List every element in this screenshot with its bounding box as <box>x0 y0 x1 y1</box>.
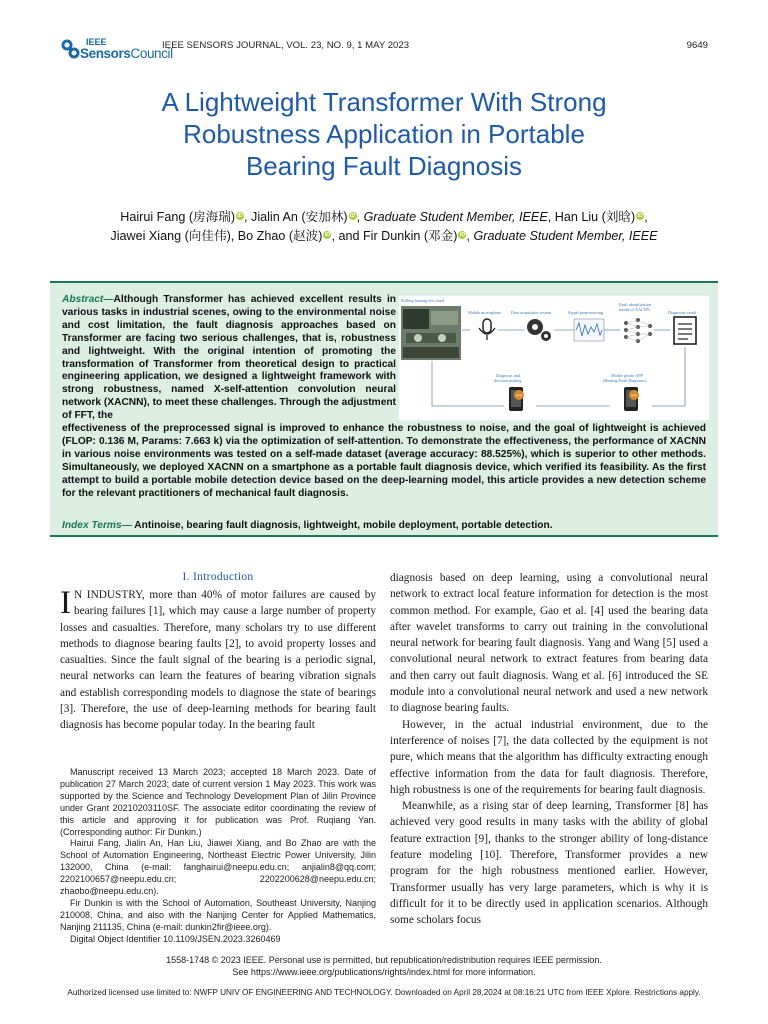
abstract-text-lower: effectiveness of the preprocessed signal is improved to enhance the robustness to noise, and the goal of lightweight is achieved (FLOP: 0.136 M, Params: 7.663 k) via the optimization of self-attention. To demonstrate the effectiveness, the performance of XACNN in various noise environments was tested on a self-made dataset (average accuracy: 88.525%), which is superior to other methods. Simultaneously, we deployed XACNN on a smartphone as a portable fault diagnosis device, which verified its feasibility. As the first attempt to build a portable mobile detection device based on the deep-learning model, this article provides a new detection scheme for the relevant practitioners of mechanical fault diagnosis. <box>62 423 706 499</box>
svg-text:APP: APP <box>631 393 638 398</box>
running-head: IEEE SENSORS JOURNAL, VOL. 23, NO. 9, 1 MAY 2023 <box>162 40 410 51</box>
paragraph: diagnosis based on deep learning, using a convolutional neural network to extract local feature information for detection is the most common method. For example, Gao et al. [4] used the bearing data after wavelet transforms to carry out training in the convolutional neural network for bearing fault diagnosis. Yang and Wang [5] used a convolutional neural network to extract features from bearing data and then carry out fault diagnosis. Wang et al. [6] introduced the SE module into a convolutional neural network and used a new network to diagnose bearing faults. <box>390 572 708 715</box>
smartphone-icon <box>624 387 639 411</box>
figure-label-daq: Data acquisition system <box>511 310 552 315</box>
author-name: Han Liu (刘晗) <box>554 210 636 224</box>
body-text-right-column <box>390 570 708 929</box>
body-text-left-column: I N INDUSTRY, more than 40% of motor failures are caused by bearing failures [1], which may cause a large number of property losses and casualties. Therefore, many scholars try to use different methods to diagnose bearing faults [2], to avoid property losses and casualties. Since the fault signal of the bearing is a periodic signal, neural networks can learn the features of bearing vibration signals and establish corresponding models to diagnose the state of bearings [3]. Therefore, the use of deep-learning methods for bearing fault diagnosis has become popular today. In the bearing fault <box>60 585 376 732</box>
figure-label-app: Mobile phone APP (Bearing Fault Diagnosis) <box>603 373 647 383</box>
author-list: Hairui Fang (房海瑞) iD, Jialin An (安加林) iD, Graduate Student Member, IEEE, Han Liu (刘晗) iD, Jiawei Xiang (向佳伟), Bo Zhao (赵波) iD, and Fir Dunkin (邓金) iD, Graduate Student Member, IEEE <box>110 210 658 243</box>
figure-label-signal-preprocessing: Signal preprocessing <box>568 310 604 315</box>
author-name: Hairui Fang (房海瑞) <box>120 210 236 224</box>
footnote-doi[interactable]: Digital Object Identifier 10.1109/JSEN.2023.3260469 <box>70 933 281 944</box>
author-name: Jiawei Xiang (向佳伟) <box>110 229 231 243</box>
title-line-3: Bearing Fault Diagnosis <box>245 151 523 181</box>
footnote-affiliation-2: Fir Dunkin is with the School of Automation, Southeast University, Nanjing 210008, China, and also with the Nanjing Center for Applied Mathematics, Nanjing 211135, China (e-mail: dunkin2fir@ieee.org). <box>60 897 376 932</box>
orcid-icon[interactable]: iD <box>637 213 643 219</box>
paragraph: However, in the actual industrial environment, due to the interference of noises [7], the data collected by the equipment is not pure, which means that the algorithm has difficulty extracting enough effective information from the data for fault diagnosis. Therefore, high robustness is one of the requirements for bearing fault diagnosis. <box>390 718 708 796</box>
paper-title <box>60 86 708 182</box>
author-name: Jialin An (安加林) <box>251 210 348 224</box>
page-number: 9649 <box>686 40 708 51</box>
figure-label-test-rig: Rolling bearing test stand <box>401 298 444 303</box>
abstract-text-upper: Abstract—Although Transformer has achieved excellent results in various tasks in industrial scenes, owing to the environmental noise and cost limitation, the fault diagnosis approaches based on Transformer are facing two serious challenges, that is, robustness and lightweight. With the original intention of promoting the transformation of Transformer from theoretical design to practical engineering application, we designed a lightweight framework with strong robustness, named X-self-attention convolution neural network (XACNN), to meet these challenges. Through the adjustment of FFT, the <box>62 294 396 422</box>
orcid-icon[interactable]: iD <box>237 213 243 219</box>
orcid-icon[interactable]: iD <box>459 232 466 238</box>
author-name: Bo Zhao (赵波) <box>237 229 323 243</box>
graphical-abstract-figure <box>398 295 710 421</box>
abstract-label: Abstract— <box>62 294 114 305</box>
sensors-council-logo-icon <box>60 38 82 62</box>
ieee-sensors-council-logo <box>60 36 173 66</box>
footnote-manuscript: Manuscript received 13 March 2023; accepted 18 March 2023. Date of publication 27 March 2023; date of current version 1 May 2023. This work was supported by the Science and Technology Development Plan of Jilin Province under Grant 20210203110SF. The associate editor coordinating the review of this article and approving it for publication was Prof. Ruqiang Yan. (Corresponding author: Fir Dunkin.) <box>60 767 376 837</box>
index-terms-label: Index Terms— <box>62 520 132 531</box>
figure-label-decision: Diagnosis and decision making <box>494 373 522 383</box>
footnote-affiliation-1: Hairui Fang, Jialin An, Han Liu, Jiawei Xiang, and Bo Zhao are with the School of Automation Engineering, Northeast Electric Power University, Jilin 132000, China (e-mail: fanghairui@neepu.edu.cn; anjialin8@qq.com; 2202100657@neepu.edu.cn; 2202200628@neepu.edu.cn; zhaobo@neepu.edu.cn). <box>60 838 376 897</box>
author-membership: Graduate Student Member, IEEE <box>473 229 658 243</box>
rights-link[interactable]: See https://www.ieee.org/publications/rights/index.html for more information. <box>232 967 536 977</box>
footnotes <box>60 767 376 946</box>
signal-waveform-icon <box>574 319 604 341</box>
author-name: Fir Dunkin (邓金) <box>362 229 458 243</box>
diagnostic-report-icon <box>674 317 696 344</box>
logo-sensors-council-text: SensorsCouncil <box>80 46 173 61</box>
orcid-icon[interactable]: iD <box>324 232 331 238</box>
figure-label-microphone: Mobile microphone <box>468 310 502 315</box>
copyright-notice: 1558-1748 © 2023 IEEE. Personal use is permitted, but republication/redistribution requires IEEE permission. See https://www.ieee.org/publications/rights/index.html for more information. <box>60 954 708 978</box>
figure-label-model: Fault identification model of XACNN <box>619 302 651 312</box>
title-line-2: Robustness Application in Portable <box>183 119 585 149</box>
logo-ieee-text: IEEE <box>86 37 107 47</box>
figure-label-result: Diagnostic result <box>668 310 697 315</box>
title-line-1: A Lightweight Transformer With Strong <box>161 87 607 117</box>
section-heading: I. Introduction <box>182 571 254 583</box>
author-membership: Graduate Student Member, IEEE <box>363 210 548 224</box>
smartphone-icon <box>509 387 524 411</box>
license-notice: Authorized licensed use limited to: NWFP UNIV OF ENGINEERING AND TECHNOLOGY. Downloaded on April 28,2024 at 08:16:21 UTC from IEEE Xplore. Restrictions apply. <box>67 988 701 997</box>
drop-cap: I <box>60 585 71 621</box>
paragraph: Meanwhile, as a rising star of deep learning, Transformer [8] has achieved very good results in many tasks with the ability of global feature extraction [9], thanks to the stronger ability of long-distance feature modeling [10]. Therefore, Transformer provides a new program for the high robustness mentioned earlier. However, Transformer usually has very large parameters, which is why it is difficult for it to be directly used in application scenarios. Although some scholars focus <box>390 800 708 927</box>
test-rig-photo <box>401 306 461 360</box>
index-terms: Index Terms— Antinoise, bearing fault diagnosis, lightweight, mobile deployment, portable detection. <box>62 520 553 531</box>
svg-text:APP: APP <box>516 393 523 398</box>
orcid-icon[interactable]: iD <box>349 213 356 219</box>
